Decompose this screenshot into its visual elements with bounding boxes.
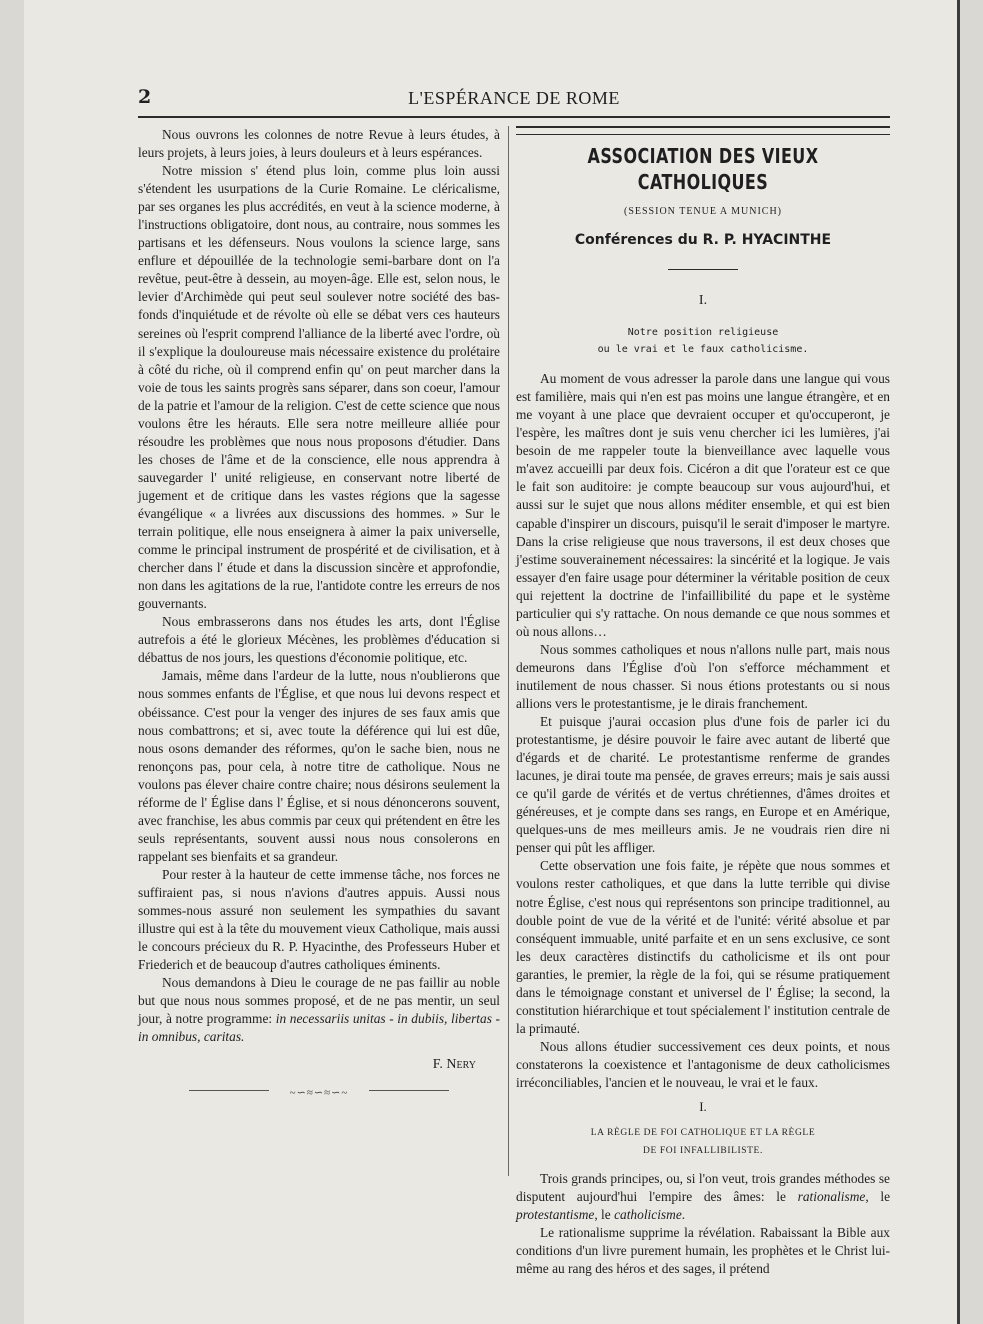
term-rationalisme: rationalisme bbox=[797, 1189, 866, 1205]
right-paragraph-3: Et puisque j'aurai occasion plus d'une fois de parler ici du protestantisme, je désire pouvoir le faire avec autant de liberté que d'égards et de charité. Le protestantisme renferme de grandes lacunes, je dirai toute ma pensée, de graves erreurs; mais je sais aussi ce qu'il garde de vérités et de vertus chrétiennes, d'âmes droites et généreuses, et je compte dans ses rangs, en Europe et en Amérique, quelques-uns de mes meilleurs amis. Je ne voudrais rien dire ni penser qui pût les affliger. bbox=[516, 714, 890, 856]
section-1-subtitle-line-1: Notre position religieuse bbox=[627, 327, 779, 339]
conference-title: Conférences du R. P. HYACINTHE bbox=[574, 232, 832, 249]
page-number: 2 bbox=[138, 86, 152, 108]
section-top-rule bbox=[516, 126, 890, 135]
term-separator-1: , le bbox=[865, 1189, 891, 1205]
right-paragraph-7: Le rationalisme supprime la révélation. Rabaissant la Bible aux conditions d'un livre purement humain, les prophètes et le Christ lui-même au rang des héros et des sages, il prétend bbox=[516, 1225, 890, 1277]
right-paragraph-4: Cette observation une fois faite, je répète que nous sommes et voulons rester catholiques, et que dans la lutte terrible qui divise notre Église, c'est nous qui représentons son principe traditionnel, au double point de vue de la vérité et de l'unité: vérité absolue et par conséquent immuable, unité parfaite et en un sens exclusive, ce sont les deux caractères distinctifs du catholicisme et ils ont pour garanties, le premier, la règle de la foi, qui se résume pratiquement dans le témoignage constant et universel de l' Église; la second, la constitution hiérarchique et tout spécialement l' institution centrale de la primauté. bbox=[516, 858, 890, 1036]
term-end: . bbox=[681, 1207, 686, 1223]
column-divider bbox=[508, 126, 509, 1176]
motto: in necessariis unitas - in dubiis, libertas - in omnibus, caritas. bbox=[138, 1011, 500, 1045]
term-protestantisme: protestantisme bbox=[516, 1207, 595, 1223]
right-paragraph-6 bbox=[516, 1170, 890, 1224]
right-paragraph-6-text: Trois grands principes, ou, si l'on veut, trois grandes méthodes se disputent aujourd'hui l'empire des âmes: le bbox=[516, 1171, 890, 1205]
section-2-heading bbox=[516, 1124, 890, 1160]
short-rule bbox=[668, 269, 738, 270]
section-1-subtitle bbox=[516, 324, 890, 358]
section-2-heading-line-1: LA RÈGLE DE FOI CATHOLIQUE ET LA RÈGLE bbox=[590, 1128, 816, 1139]
section-2-numeral: I. bbox=[699, 1099, 707, 1115]
term-separator-2: , le bbox=[594, 1207, 615, 1223]
left-paragraph-5: Pour rester à la hauteur de cette immense tâche, nos forces ne suffiraient pas, si nous n'avions d'autres appuis. Aussi nous sommes-nous assuré non seulement les sympathies du savant illustre qui est à la tête du mouvement vieux Catholique, mais aussi le concours précieux du R. P. Hyacinthe, des Professeurs Huber et Friederich et de beaucoup d'autres catholiques éminents. bbox=[138, 866, 500, 973]
left-paragraph-6 bbox=[138, 974, 500, 1046]
left-paragraph-1: Nous ouvrons les colonnes de notre Revue à leurs études, à leurs projets, à leurs joies, à leurs douleurs et à leurs espérances. bbox=[138, 127, 500, 161]
left-column bbox=[138, 126, 500, 1100]
session-note: (SESSION TENUE A MUNICH) bbox=[624, 206, 782, 217]
term-catholicisme: catholicisme bbox=[614, 1207, 682, 1223]
header-rule bbox=[138, 116, 890, 118]
signature: F. Nery bbox=[432, 1057, 476, 1073]
section-1-subtitle-line-2: ou le vrai et le faux catholicisme. bbox=[597, 344, 809, 356]
left-paragraph-6-text: Nous demandons à Dieu le courage de ne pas faillir au noble but que nous nous sommes proposé, et de ne pas mentir, un seul jour, à notre programme: bbox=[138, 975, 500, 1027]
right-paragraph-2: Nous sommes catholiques et nous n'allons nulle part, mais nous demeurons dans l'Église d'où l'on s'efforce méchamment et inutilement de nous chasser. Si nous étions protestants ou si nous allions vers le protestantisme, je le dirais franchement. bbox=[516, 641, 890, 711]
left-paragraph-4: Jamais, même dans l'ardeur de la lutte, nous n'oublierons que nous sommes enfants de l'Église, et que nous lui devons respect et obéissance. C'est pour la venger des injures de ses faux amis que nous combattrons; et si, avec toute la déférence qui lui est dûe, nous osons demander des réformes, qu'on le sache bien, nous ne renonçons pas, pour cela, à notre titre de catholique. Nous ne voulons pas élever chaire contre chaire; nous désirons seulement la réforme de l' Église dans l' Église, et si nous dénoncerons souvent, avec franchise, les abus commis par ceux qui prétendent en être les seuls représentants, souvent aussi nous nous consolerons en rappelant ses bienfaits et sa grandeur. bbox=[138, 668, 500, 864]
ornament-flourish: ~∽≈∽≈∽~ bbox=[269, 1084, 369, 1102]
association-title: ASSOCIATION DES VIEUX CATHOLIQUES bbox=[587, 144, 819, 194]
section-1-numeral: I. bbox=[698, 293, 708, 309]
journal-title: L'ESPÉRANCE DE ROME bbox=[408, 88, 620, 108]
page-header bbox=[138, 86, 890, 114]
ornament-divider bbox=[189, 1084, 449, 1100]
right-paragraph-1: Au moment de vous adresser la parole dans une langue qui vous est familière, mais qui n'en est pas moins une langue étrangère, et en me voyant à une place que devraient occuper et qu'occuperont, je l'espère, les maîtres dont je suis venu chercher ici les lumières, j'ai besoin de me rappeler toute la bienveillance avec laquelle vous m'avez accueilli par deux fois. Cicéron a dit que l'orateur est ce que le fait son auditoire: je compte beaucoup sur vous aujourd'hui, et aussi sur le sujet que nous allons méditer ensemble, et qui est bien capable d'inspirer un discours, puisqu'il le serait d'imposer le martyre. Dans la crise religieuse que nous traversons, il est deux choses que j'estime souverainement nécessaires: la sincérité et la logique. Je vais essayer d'en faire usage pour déterminer la véritable position de ceux qui rejettent la doctrine de l'infaillibilité du pape et le système particulier qui s'y rattache. On nous demande ce que nous sommes et où nous allons… bbox=[516, 371, 890, 639]
left-paragraph-2: Notre mission s' étend plus loin, comme plus loin aussi s'étendent les usurpations de la Curie Romaine. Le cléricalisme, par ses organes les plus accrédités, en veut à la science moderne, à l'instructions obligatoire, dont nous, au contraire, nous sommes les partisans et les défenseurs. Nous voulons la science large, sans enflure et dépouillée de la technologie semi-barbare dont on l'a revêtue, peut-être à dessein, au moyen-âge. Elle est, selon nous, le levier d'Archimède qui peut seul soulever notre société des bas-fonds d'inquiétude et de révolte où elle se débat vers ces hauteurs sereines où l'esprit comprend l'alliance de la liberté avec l'ordre, où il s'explique la douloureuse mais nécessaire existence du prolétaire à côté du riche, où il comprend enfin qu' on peut marcher dans la voie de tous les saints progrès sans séparer, dans son coeur, l'amour de la patrie et l'amour de la religion. C'est de cette science que nous voulons être les hérauts. Elle sera notre meilleure alliée pour résoudre les problèmes que nous nous proposons d'étudier. Dans les choses de l'âme et de la conscience, elle nous apprendra à sauvegarder l' unité religieuse, en conservant notre liberté de jugement et de critique dans les vastes régions que la sagesse évangélique « a livrées aux discussions des hommes. » Sur le terrain politique, elle nous enseignera à aimer la paix universelle, comme le principal instrument de prospérité et de civilisation, et à chercher dans l' étude et dans la discussion sincère et approfondie, non dans les agitations de la rue, l'antidote contre les erreurs de nos gouvernants. bbox=[138, 163, 500, 612]
right-paragraph-5: Nous allons étudier successivement ces deux points, et nous constaterons la coexistence et l'antagonisme de deux catholicismes irréconciliables, l'ancien et le nouveau, le vrai et le faux. bbox=[516, 1038, 890, 1090]
right-column bbox=[516, 126, 890, 1278]
left-paragraph-3: Nous embrasserons dans nos études les arts, dont l'Église autrefois a été le glorieux Mécènes, les problèmes d'éducation si débattus de nos jours, les questions d'économie politique, etc. bbox=[138, 614, 500, 666]
section-2-heading-line-2: DE FOI INFALLIBILISTE. bbox=[643, 1146, 763, 1157]
